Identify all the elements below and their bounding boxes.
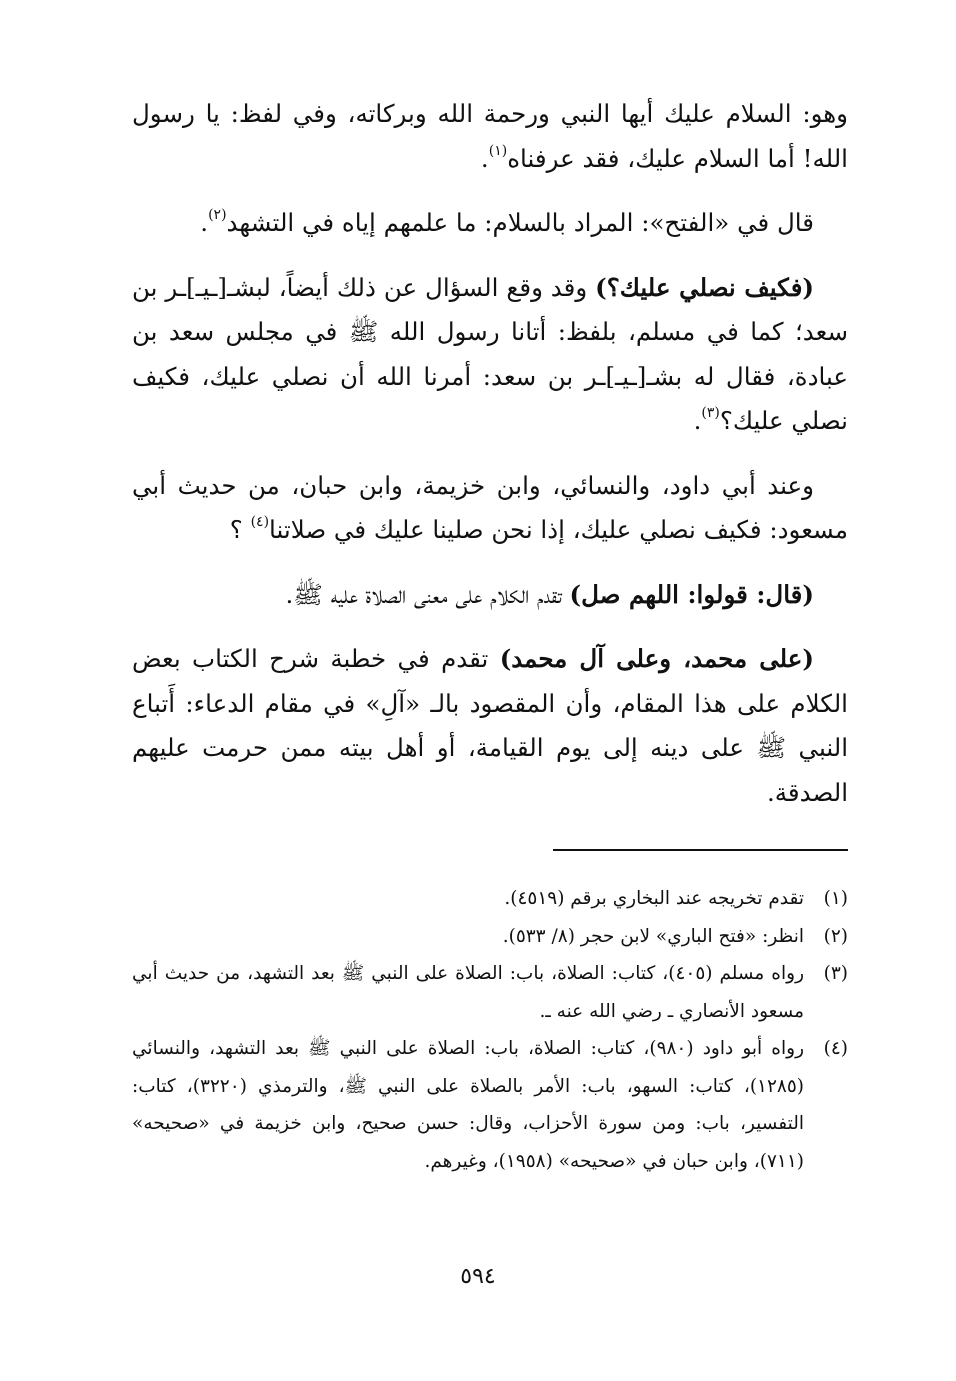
footnote-ref-3: (٣) xyxy=(701,405,720,421)
paragraph-2 xyxy=(132,201,848,246)
footnote-3 xyxy=(132,955,848,1030)
quoted-phrase: (على محمد، وعلى آل محمد) xyxy=(499,644,814,673)
paragraph-text: وقد وقع السؤال عن ذلك أيضاً، لبشـ[ـيـ]ـر بن سعد؛ كما في مسلم، بلفظ: أتانا رسول الله ﷺ في مجلس سعد بن عبادة، فقال له بشـ[ـيـ]ـر بن سعد: أمرنا الله أن نصلي عليك، فكيف نصلي عليك؟ xyxy=(132,272,848,435)
quoted-phrase: (فكيف نصلي عليك؟) xyxy=(595,272,814,302)
footnote-text: رواه أبو داود (٩٨٠)، كتاب: الصلاة، باب: الصلاة على النبي ﷺ بعد التشهد، والنسائي (١٢٨٥)، كتاب: السهو، باب: الأمر بالصلاة على النبي ﷺ، والترمذي (٣٢٢٠)، كتاب: التفسير، باب: ومن سورة الأحزاب، وقال: حسن صحيح، وابن خزيمة في «صحيحه» (٧١١)، وابن حبان في «صحيحه» (١٩٥٨)، وغيرهم. xyxy=(132,1038,805,1172)
footnote-text: رواه مسلم (٤٠٥)، كتاب: الصلاة، باب: الصلاة على النبي ﷺ بعد التشهد، من حديث أبي مسعود الأنصاري ـ رضي الله عنه ـ. xyxy=(132,963,805,1022)
footnote-text: تقدم تخريجه عند البخاري برقم (٤٥١٩). xyxy=(504,888,804,909)
footnote-2 xyxy=(132,918,848,956)
footnote-number: (١) xyxy=(823,888,848,909)
paragraph-4 xyxy=(132,464,848,553)
footnote-number: (٢) xyxy=(823,925,848,947)
footnote-number: (٣) xyxy=(823,963,848,984)
paragraph-end: . xyxy=(200,208,209,237)
paragraph-text: تقدم الكلام على معنى الصلاة عليه ﷺ. xyxy=(285,579,570,609)
paragraph-end: . xyxy=(480,143,489,173)
footnote-number: (٤) xyxy=(823,1038,848,1059)
paragraph-text: قال في «الفتح»: المراد بالسلام: ما علمهم إياه في التشهد xyxy=(226,208,814,237)
paragraph-text: تقدم في خطبة شرح الكتاب بعض الكلام على هذا المقام، وأن المقصود بالـ «آلِ» في مقام الدعاء: أَتباع النبي ﷺ على دينه إلى يوم القيامة، أو أهل بيته ممن حرمت عليهم الصدقة. xyxy=(132,644,848,807)
paragraph-text: وعند أبي داود، والنسائي، وابن خزيمة، وابن حبان، من حديث أبي مسعود: فكيف نصلي عليك، إذا نحن صلينا عليك في صلاتنا xyxy=(132,470,848,544)
quoted-phrase: (قال: قولوا: اللهم صل) xyxy=(569,579,814,609)
paragraph-end: . xyxy=(693,406,702,435)
footnotes xyxy=(132,880,848,1180)
footnote-1 xyxy=(132,880,848,918)
footnote-ref-2: (٢) xyxy=(208,207,227,223)
paragraph-3 xyxy=(132,266,848,444)
paragraph-5 xyxy=(132,573,848,618)
footnote-4 xyxy=(132,1030,848,1180)
main-text xyxy=(132,92,848,815)
footnote-text: انظر: «فتح الباري» لابن حجر (٨/ ٥٣٣). xyxy=(502,925,804,947)
page-number: ٥٩٤ xyxy=(460,1264,496,1289)
paragraph-6 xyxy=(132,637,848,815)
footnote-ref-1: (١) xyxy=(488,142,508,159)
paragraph-end: ؟ xyxy=(229,515,251,544)
paragraph-text: وهو: السلام عليك أيها النبي ورحمة الله وبركاته، وفي لفظ: يا رسول الله! أما السلام عليك، فقد عرفناه xyxy=(132,99,848,173)
paragraph-1 xyxy=(132,92,848,181)
footnote-ref-4: (٤) xyxy=(250,514,270,530)
footnote-divider xyxy=(553,849,848,851)
